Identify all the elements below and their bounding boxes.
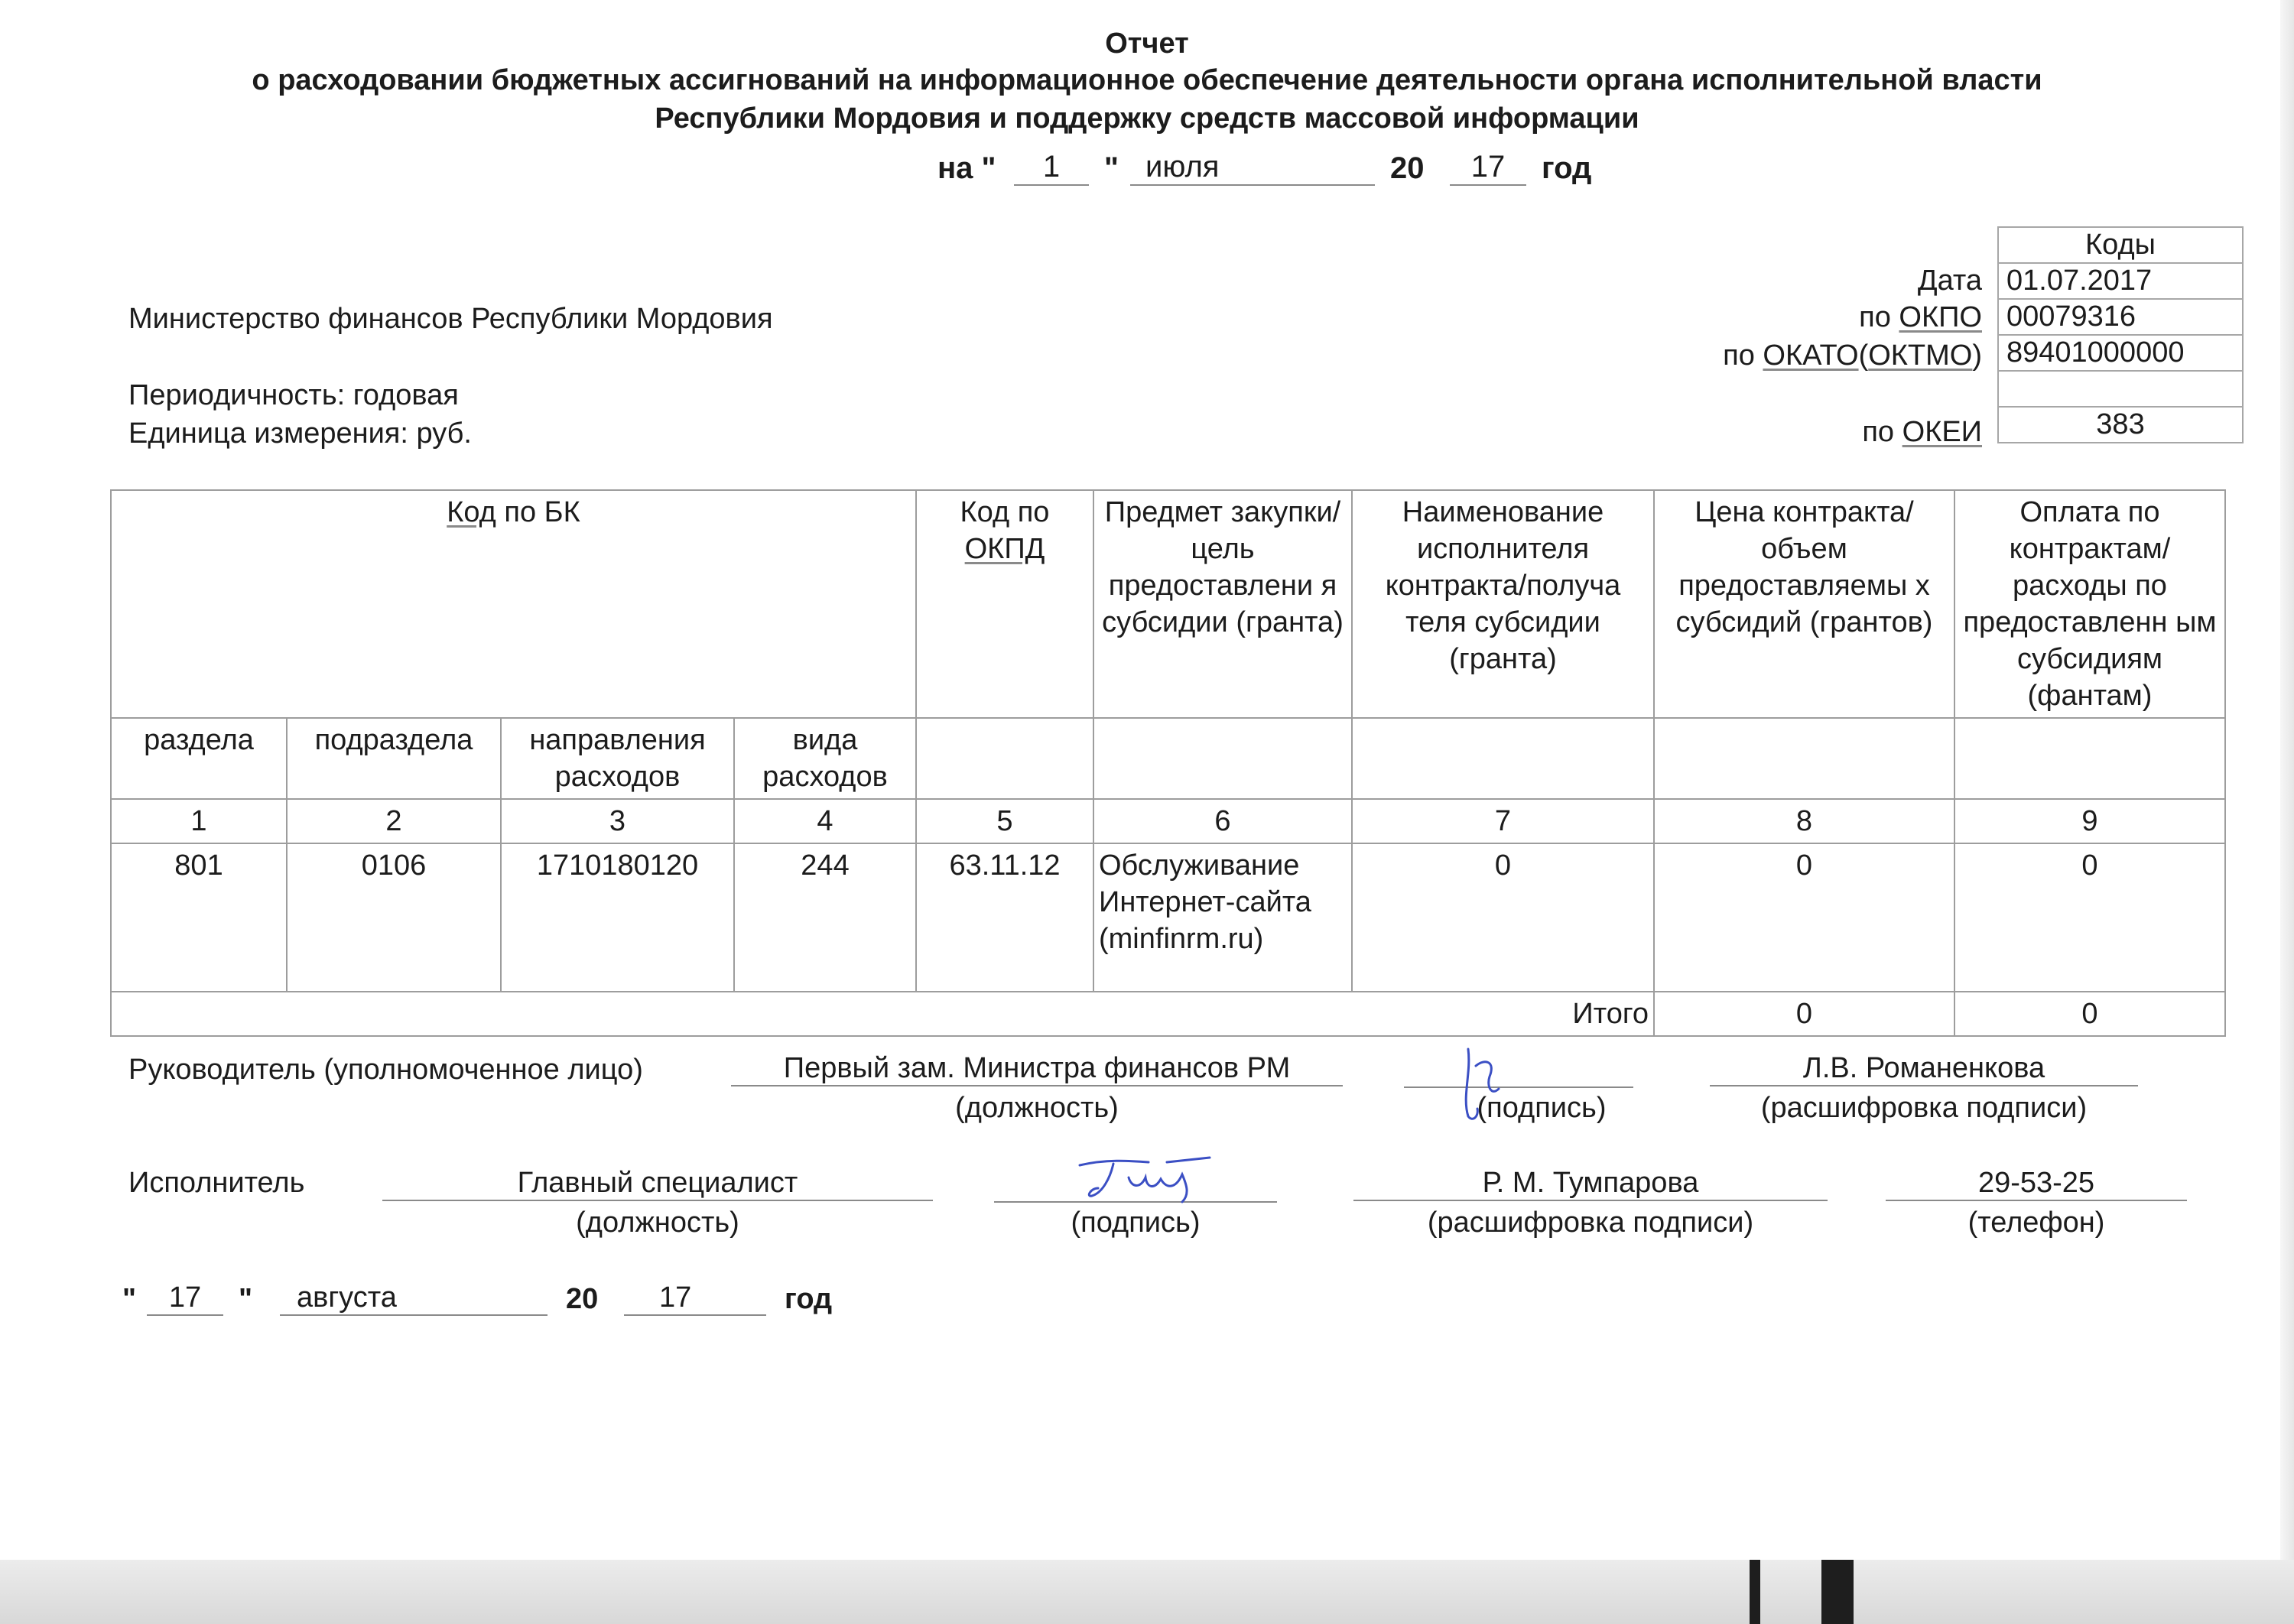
scan-binder-mark <box>1750 1560 1760 1624</box>
sub-header-type: вида расходов <box>734 718 916 799</box>
page-edge <box>2280 0 2294 1560</box>
executor-name-caption: (расшифровка подписи) <box>1427 1207 1754 1239</box>
cell-payment: 0 <box>1954 843 2225 992</box>
head-name: Л.В. Романенкова <box>1710 1052 2138 1086</box>
cell-type: 244 <box>734 843 916 992</box>
total-price: 0 <box>1654 992 1954 1036</box>
head-name-caption: (расшифровка подписи) <box>1760 1092 2088 1124</box>
codes-table <box>1997 226 2244 443</box>
okato-link[interactable]: ОКАТО <box>1763 339 1859 372</box>
report-subtitle: о расходовании бюджетных ассигнований на информационное обеспечение деятельности органа исполнительной власти <box>252 64 2042 96</box>
cell-section: 801 <box>111 843 287 992</box>
executor-header: Наименование исполнителя контракта/получа теля субсидии (гранта) <box>1352 490 1654 718</box>
code-date-value: 01.07.2017 <box>1998 263 2243 299</box>
head-position: Первый зам. Министра финансов РМ <box>731 1052 1343 1086</box>
cell-executor: 0 <box>1352 843 1654 992</box>
code-okpo-value: 00079316 <box>1998 299 2243 335</box>
code-okei-value: 383 <box>1998 407 2243 443</box>
sub-header-section: раздела <box>111 718 287 799</box>
cell-okpd: 63.11.12 <box>916 843 1093 992</box>
executor-position-caption: (должность) <box>576 1207 739 1239</box>
code-okato-value: 89401000000 <box>1998 335 2243 371</box>
code-okato-label: по ОКАТО(ОКТМО) <box>1723 339 1982 372</box>
okpd-header: Код по ОКПД <box>916 490 1093 718</box>
head-signature-caption: (подпись) <box>1477 1092 1607 1124</box>
executor-phone-caption: (телефон) <box>1967 1207 2105 1239</box>
unit-of-measure: Единица измерения: руб. <box>128 417 472 450</box>
cell-subject: Обслуживание Интернет-сайта (minfinrm.ru) <box>1093 843 1352 992</box>
report-subtitle-2: Республики Мордовия и поддержку средств массовой информации <box>655 102 1639 135</box>
table-row <box>111 843 2225 992</box>
expenses-table <box>110 489 2226 1037</box>
signing-date-month: августа <box>280 1281 548 1316</box>
code-okei-label: по ОКЕИ <box>1862 416 1982 448</box>
scan-binder-mark <box>1821 1560 1854 1624</box>
oktmo-link[interactable]: ОКТМО <box>1868 339 1973 372</box>
head-position-caption: (должность) <box>955 1092 1119 1124</box>
executor-signature-caption: (подпись) <box>1071 1207 1201 1239</box>
total-label: Итого <box>111 992 1654 1036</box>
executor-signature-mark <box>1075 1155 1213 1208</box>
code-empty <box>1998 371 2243 407</box>
sub-header-subsection: подраздела <box>287 718 501 799</box>
cell-subsection: 0106 <box>287 843 501 992</box>
code-date-label: Дата <box>1917 265 1982 297</box>
price-header: Цена контракта/объем предоставляемы х субсидий (грантов) <box>1654 490 1954 718</box>
bk-code-link[interactable]: Код <box>447 496 496 528</box>
report-date-day: 1 <box>1014 150 1089 186</box>
executor-phone: 29-53-25 <box>1886 1167 2187 1201</box>
code-okpo-label: по ОКПО <box>1859 301 1982 333</box>
okpo-link[interactable]: ОКПО <box>1899 301 1982 333</box>
subject-header: Предмет закупки/цель предоставлени я субсидии (гранта) <box>1093 490 1352 718</box>
signing-date-year: 17 <box>624 1281 766 1316</box>
head-signature-line <box>1404 1052 1633 1088</box>
cell-direction: 1710180120 <box>501 843 734 992</box>
report-date-year: 17 <box>1450 150 1526 186</box>
column-numbers-row: 1 2 3 4 5 6 7 8 9 <box>111 799 2225 843</box>
report-title: Отчет <box>1105 28 1189 60</box>
codes-header: Коды <box>1998 227 2243 263</box>
scan-margin <box>0 1560 2294 1624</box>
executor-name: Р. М. Тумпарова <box>1353 1167 1828 1201</box>
executor-label: Исполнитель <box>128 1167 305 1199</box>
okpd-link[interactable]: ОКПД <box>964 533 1045 565</box>
total-row <box>111 992 2225 1036</box>
head-label: Руководитель (уполномоченное лицо) <box>128 1054 643 1086</box>
total-payment: 0 <box>1954 992 2225 1036</box>
report-date-month: июля <box>1130 150 1375 186</box>
organization-name: Министерство финансов Республики Мордовия <box>128 303 773 335</box>
cell-price: 0 <box>1654 843 1954 992</box>
periodicity: Периодичность: годовая <box>128 379 459 411</box>
sub-header-direction: направления расходов <box>501 718 734 799</box>
executor-position: Главный специалист <box>382 1167 933 1201</box>
signing-date-day: 17 <box>147 1281 223 1316</box>
okei-link[interactable]: ОКЕИ <box>1902 416 1982 448</box>
payment-header: Оплата по контрактам/ расходы по предоставленн ым субсидиям (фантам) <box>1954 490 2225 718</box>
head-signature-mark <box>1445 1043 1514 1127</box>
bk-code-header: Код по БК <box>111 490 916 718</box>
